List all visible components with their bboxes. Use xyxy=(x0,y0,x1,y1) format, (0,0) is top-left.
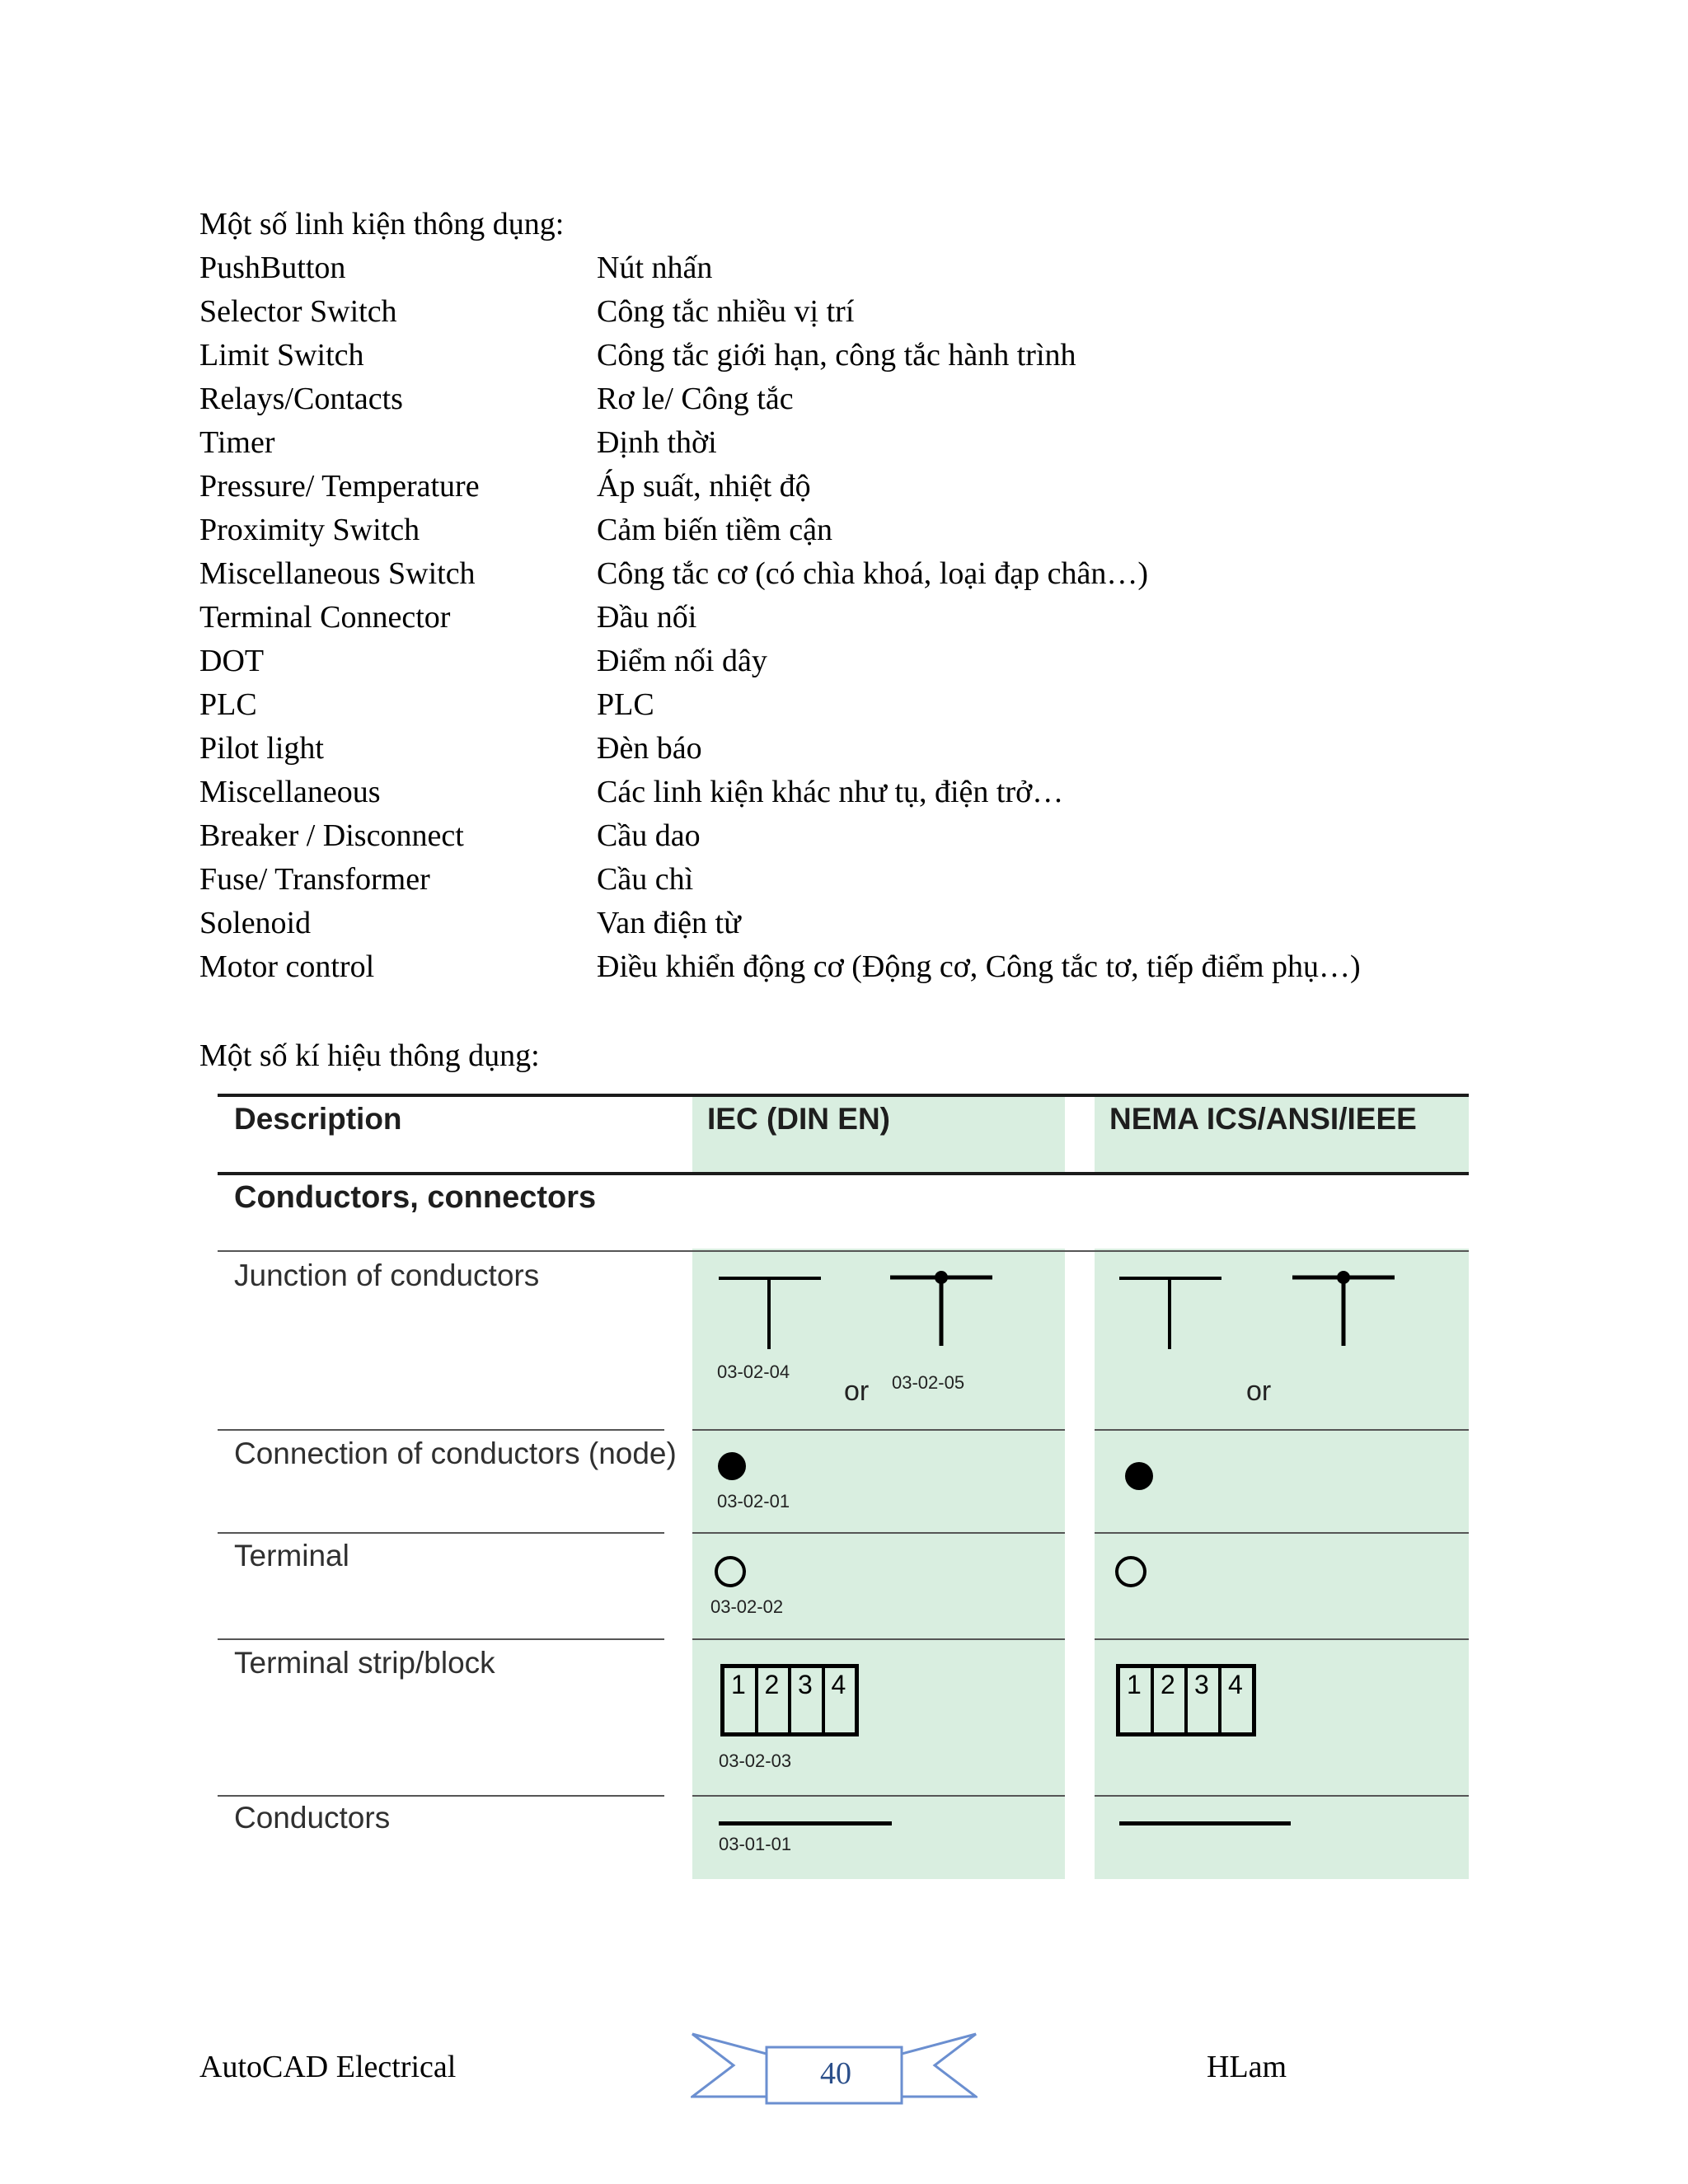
component-row xyxy=(199,246,1485,290)
terminal-circle-symbol xyxy=(1113,1554,1149,1590)
component-english-name: Solenoid xyxy=(199,906,312,940)
component-vietnamese-name: Công tắc cơ (có chìa khoá, loại đạp chân…) xyxy=(597,556,1149,591)
component-vietnamese-name: Định thời xyxy=(597,425,717,460)
component-vietnamese-name: Cầu chì xyxy=(597,862,694,897)
component-row xyxy=(199,421,1485,465)
page-number: 40 xyxy=(820,2056,851,2091)
component-row xyxy=(199,509,1485,552)
components-list xyxy=(199,246,1485,989)
row-label-terminal-strip: Terminal strip/block xyxy=(234,1646,495,1680)
component-vietnamese-name: Công tắc giới hạn, công tắc hành trình xyxy=(597,338,1076,373)
component-english-name: Miscellaneous xyxy=(199,775,381,809)
components-intro: Một số linh kiện thông dụng: xyxy=(199,207,565,241)
component-row xyxy=(199,683,1485,727)
component-english-name: PLC xyxy=(199,687,257,722)
component-english-name: Breaker / Disconnect xyxy=(199,818,464,853)
row-rule xyxy=(1095,1638,1469,1640)
symbols-table xyxy=(218,1094,1469,1879)
component-vietnamese-name: Áp suất, nhiệt độ xyxy=(597,469,811,504)
node-dot-symbol xyxy=(1123,1460,1156,1493)
row-rule xyxy=(218,1795,664,1797)
code-03-01-01: 03-01-01 xyxy=(719,1834,792,1854)
component-english-name: Proximity Switch xyxy=(199,513,420,547)
row-label-conductors: Conductors xyxy=(234,1801,391,1835)
component-english-name: Fuse/ Transformer xyxy=(199,862,430,897)
component-vietnamese-name: Đầu nối xyxy=(597,600,697,635)
component-english-name: Pressure/ Temperature xyxy=(199,469,480,504)
header-iec: IEC (DIN EN) xyxy=(707,1102,890,1136)
row-rule xyxy=(692,1638,1065,1640)
strip-number: 3 xyxy=(1194,1670,1209,1699)
row-rule xyxy=(218,1532,664,1534)
component-row xyxy=(199,727,1485,771)
conductor-line-symbol xyxy=(719,1821,892,1825)
component-row xyxy=(199,858,1485,902)
section-bottom-rule xyxy=(218,1250,1469,1252)
component-english-name: Timer xyxy=(199,425,275,460)
strip-cell xyxy=(1188,1668,1221,1732)
symbols-intro: Một số kí hiệu thông dụng: xyxy=(199,1038,540,1073)
component-vietnamese-name: Các linh kiện khác như tụ, điện trở… xyxy=(597,775,1064,809)
or-label: or xyxy=(1246,1376,1272,1407)
component-row xyxy=(199,552,1485,596)
strip-number: 2 xyxy=(1160,1670,1175,1699)
component-english-name: Miscellaneous Switch xyxy=(199,556,476,591)
conductor-line-symbol xyxy=(1119,1821,1291,1825)
component-vietnamese-name: PLC xyxy=(597,687,654,722)
strip-cell xyxy=(825,1668,856,1732)
component-vietnamese-name: Nút nhấn xyxy=(597,251,713,285)
terminal-strip-symbol xyxy=(1116,1664,1256,1736)
junction-t-symbol xyxy=(1118,1275,1225,1357)
component-vietnamese-name: Rơ le/ Công tắc xyxy=(597,382,794,416)
footer-author: HLam xyxy=(1207,2050,1287,2084)
strip-number: 1 xyxy=(1127,1670,1142,1699)
table-top-rule xyxy=(218,1094,1469,1097)
terminal-strip-symbol xyxy=(720,1664,859,1736)
component-row xyxy=(199,377,1485,421)
strip-number: 3 xyxy=(798,1670,813,1699)
component-row xyxy=(199,596,1485,640)
strip-number: 4 xyxy=(1228,1670,1243,1699)
section-title: Conductors, connectors xyxy=(234,1180,597,1215)
component-english-name: Motor control xyxy=(199,949,375,984)
component-english-name: Terminal Connector xyxy=(199,600,451,635)
component-row xyxy=(199,334,1485,377)
or-label: or xyxy=(844,1376,870,1407)
footer-title: AutoCAD Electrical xyxy=(199,2050,457,2084)
component-english-name: Limit Switch xyxy=(199,338,364,373)
row-rule xyxy=(692,1429,1065,1431)
component-row xyxy=(199,771,1485,814)
component-row xyxy=(199,902,1485,945)
code-03-02-04: 03-02-04 xyxy=(717,1361,790,1382)
component-vietnamese-name: Cầu dao xyxy=(597,818,701,853)
header-description: Description xyxy=(234,1102,402,1136)
component-vietnamese-name: Đèn báo xyxy=(597,731,702,766)
component-vietnamese-name: Công tắc nhiều vị trí xyxy=(597,294,855,329)
component-english-name: Relays/Contacts xyxy=(199,382,403,416)
component-vietnamese-name: Điểm nối dây xyxy=(597,644,767,678)
component-vietnamese-name: Van điện từ xyxy=(597,906,741,940)
component-vietnamese-name: Điều khiển động cơ (Động cơ, Công tắc tơ, tiếp điểm phụ…) xyxy=(597,949,1361,984)
row-label-node: Connection of conductors (node) xyxy=(234,1436,677,1470)
row-rule xyxy=(1095,1795,1469,1797)
component-row xyxy=(199,290,1485,334)
terminal-circle-symbol xyxy=(712,1554,748,1590)
strip-number: 4 xyxy=(831,1670,846,1699)
component-english-name: Selector Switch xyxy=(199,294,397,329)
strip-cell xyxy=(724,1668,758,1732)
row-rule xyxy=(218,1638,664,1640)
component-row xyxy=(199,945,1485,989)
component-row xyxy=(199,640,1485,683)
code-03-02-01: 03-02-01 xyxy=(717,1491,790,1511)
code-03-02-05: 03-02-05 xyxy=(892,1372,965,1393)
junction-t-symbol xyxy=(717,1275,824,1357)
row-label-terminal: Terminal xyxy=(234,1539,349,1572)
strip-cell xyxy=(1120,1668,1154,1732)
header-nema: NEMA ICS/ANSI/IEEE xyxy=(1109,1102,1417,1136)
strip-number: 2 xyxy=(764,1670,780,1699)
row-rule xyxy=(692,1795,1065,1797)
component-english-name: DOT xyxy=(199,644,265,678)
row-rule xyxy=(218,1429,664,1431)
component-row xyxy=(199,465,1485,509)
component-row xyxy=(199,814,1485,858)
row-rule xyxy=(1095,1429,1469,1431)
row-rule xyxy=(1095,1532,1469,1534)
strip-cell xyxy=(758,1668,792,1732)
component-english-name: Pilot light xyxy=(199,731,324,766)
header-bottom-rule xyxy=(218,1172,1469,1175)
node-dot-symbol xyxy=(715,1450,748,1483)
junction-dot-symbol xyxy=(1291,1270,1398,1352)
code-03-02-03: 03-02-03 xyxy=(719,1750,792,1771)
strip-number: 1 xyxy=(731,1670,746,1699)
row-label-junction: Junction of conductors xyxy=(234,1258,540,1292)
component-vietnamese-name: Cảm biến tiềm cận xyxy=(597,513,832,547)
component-english-name: PushButton xyxy=(199,251,346,285)
row-rule xyxy=(692,1532,1065,1534)
strip-cell xyxy=(791,1668,825,1732)
code-03-02-02: 03-02-02 xyxy=(710,1596,784,1617)
strip-cell xyxy=(1221,1668,1252,1732)
junction-dot-symbol xyxy=(889,1270,996,1352)
strip-cell xyxy=(1154,1668,1188,1732)
